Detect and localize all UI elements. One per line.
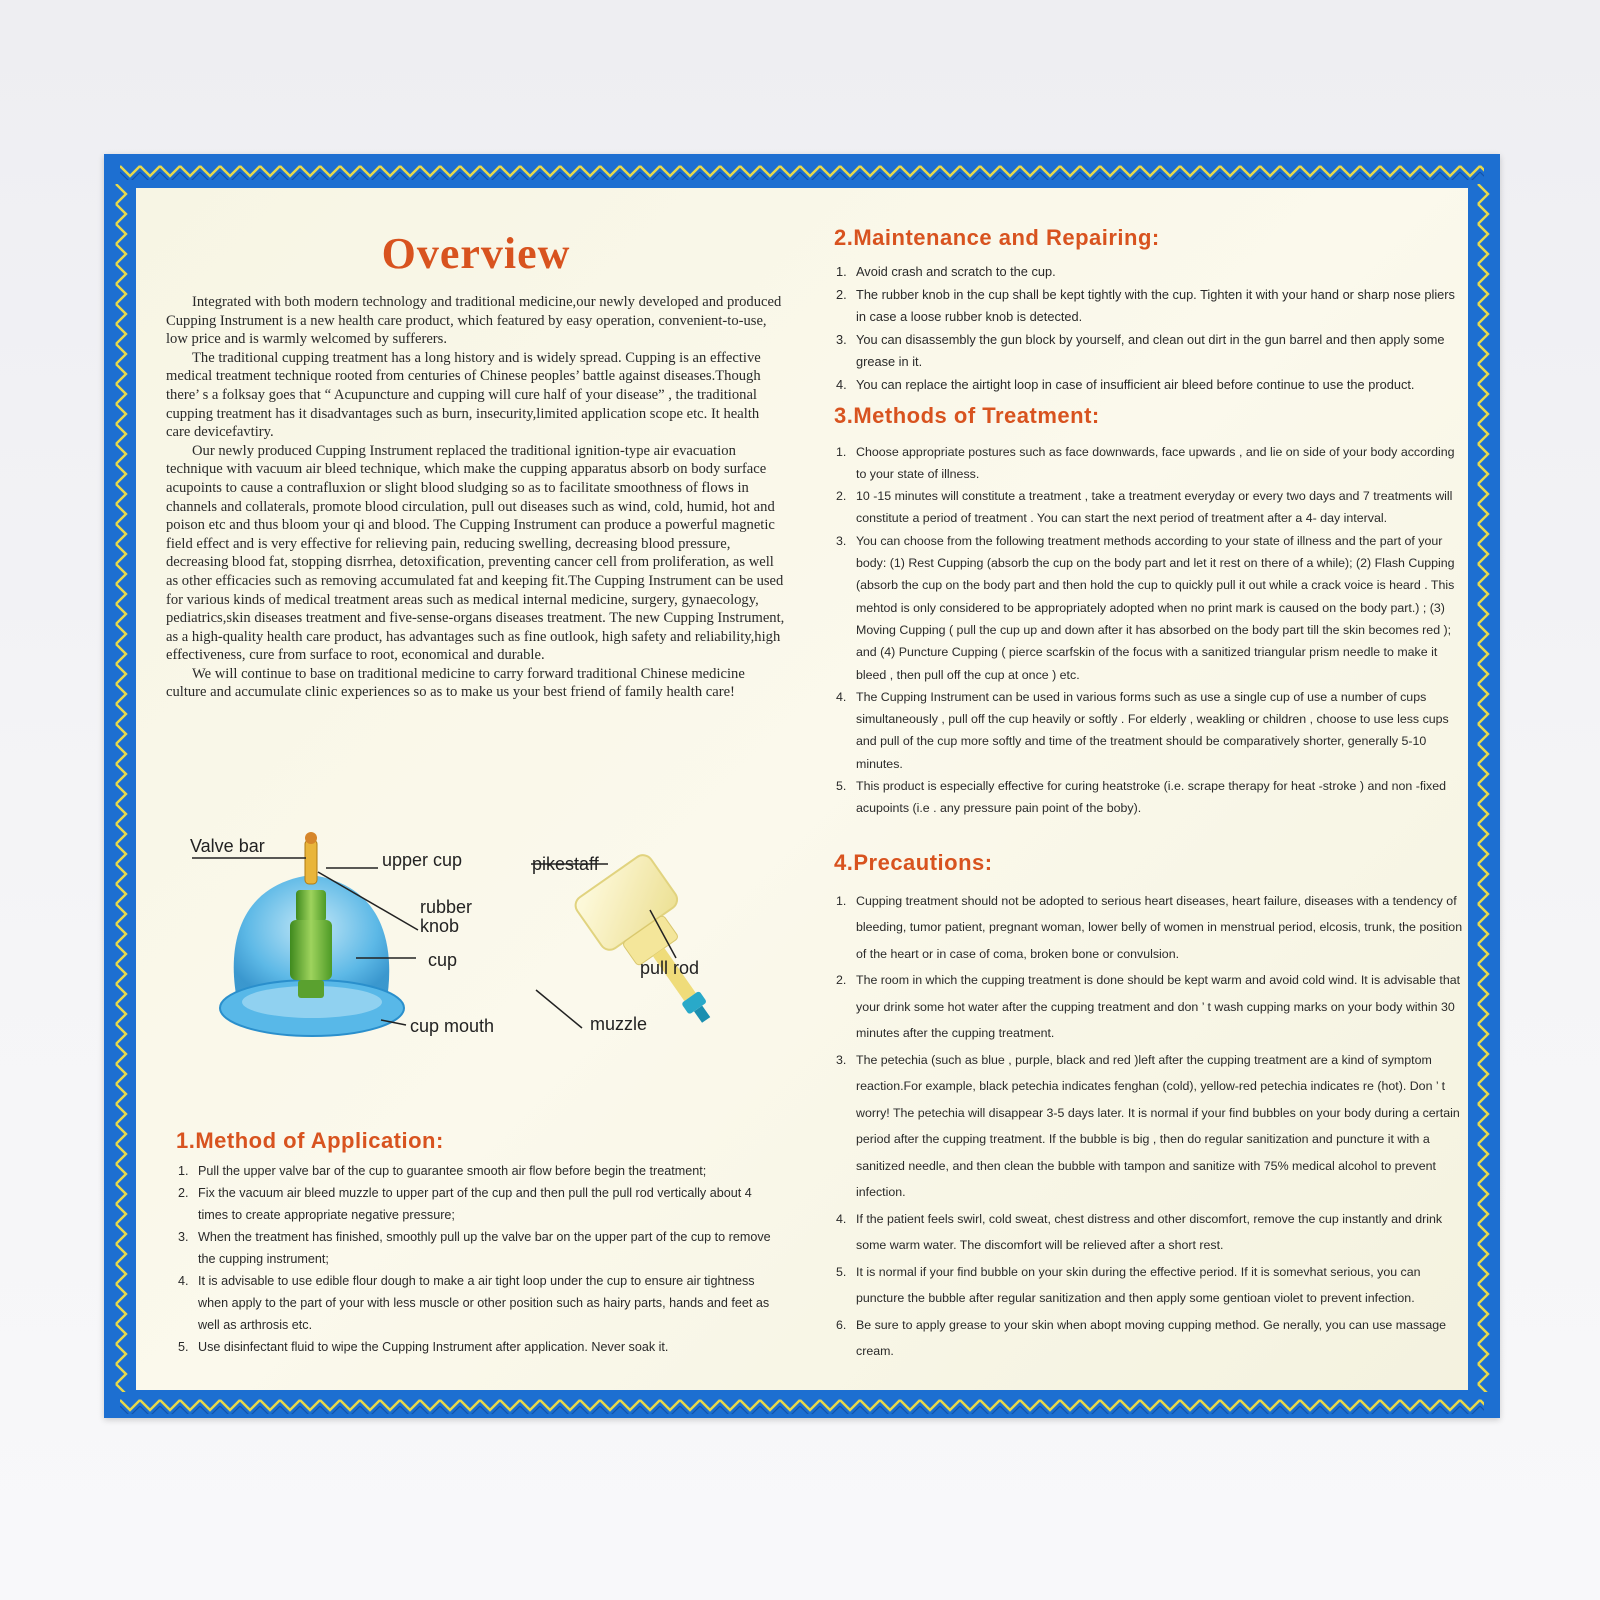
list-item-number: 3. <box>178 1230 189 1244</box>
list-item-number: 2. <box>178 1186 189 1200</box>
border-zigzag-left <box>112 184 130 1392</box>
list-item <box>834 374 1464 397</box>
list-item <box>834 888 1464 968</box>
list-item-number: 5. <box>836 1264 847 1279</box>
list-item <box>834 1047 1464 1206</box>
list-item-text: The rubber knob in the cup shall be kept tightly with the cup. Tighten it with your hand or sharp nose pliers in case a loose rubber knob is detected. <box>856 286 1455 325</box>
label-pull-rod: pull rod <box>640 958 700 978</box>
list-item-text: This product is especially effective for curing heatstroke (i.e. scrape therapy for heat -stroke ) and non -fixed acupoints (i.e . any pressure pain point of the boby). <box>856 779 1446 816</box>
list-item-number: 5. <box>836 779 847 794</box>
precautions-list <box>834 888 1464 1365</box>
maintenance-list <box>834 261 1464 397</box>
section-title-application: 1.Method of Application: <box>176 1128 444 1153</box>
border-zigzag-top <box>120 162 1484 180</box>
application-list <box>176 1160 776 1358</box>
list-item-number: 4. <box>178 1274 189 1288</box>
list-item-number: 1. <box>836 444 847 459</box>
list-item-text: You can choose from the following treatment methods according to your state of illness and the part of your body: (1) Rest Cupping (absorb the cup on the body part and let it rest on there of a while); (2) Flash Cupping (absorb the cup on the body part and then hold the cup to quickly pull it out while a crack voice is heard . This mehtod is only considered to be appropriately adopted when no print mark is caused on the body part.) ; (3) Moving Cupping ( pull the cup up and down after it has absorbed on the body part till the skin becomes red ); and (4) Puncture Cupping ( pierce scarfskin of the focus with a sanitized triangular prism needle to make it bleed , then pull off the cup at once ) etc. <box>856 533 1455 682</box>
list-item <box>834 1312 1464 1365</box>
list-item-number: 2. <box>836 973 847 988</box>
list-item-text: You can disassembly the gun block by yourself, and clean out dirt in the gun barrel and then apply some grease in it. <box>856 331 1445 370</box>
list-item-text: It is normal if your find bubble on your skin during the effective period. If it is somevhat serious, you can puncture the bubble after regular sanitization and then apply some gentioan violet to prevent infection. <box>856 1264 1421 1306</box>
list-item-number: 4. <box>836 376 847 392</box>
right-column <box>834 225 1464 1365</box>
list-item <box>834 1206 1464 1259</box>
list-item <box>176 1182 776 1226</box>
list-item <box>176 1160 776 1182</box>
list-item-number: 4. <box>836 689 847 704</box>
methods-list <box>834 441 1464 820</box>
overview-paragraph: Our newly produced Cupping Instrument replaced the traditional ignition-type air evacuation technique with vacuum air bleed technique, which make the cupping apparatus absorb on body surface acupoints to cause a contrafluxion or slight blood sludging so as to facilitate smoothness of flows in channels and collaterals, promote blood circulation, pull out diseases such as wind, cold, humid, hot and poison etc and thus bloom your qi and blood. The Cupping Instrument can produce a powerful magnetic field effect and is very effective for relieving pain, reducing swelling, decreasing blood pressure, decreasing blood fat, stopping disrrhea, detoxification, preventing cancer cell from proliferation, as well as other efficacies such as removing accumulated fat and keeping fit.The Cupping Instrument can be used for various kinds of medical treatment areas such as medical internal medicine, surgery, gynaecology, pediatrics,skin diseases treatment and five-sense-organs diseases treatment. The new Cupping Instrument, as a high-quality health care product, has advantages such as fine outlook, high safety and reliability,high effectiveness, cure from surface to root, economical and durable. <box>166 442 785 664</box>
list-item-text: Fix the vacuum air bleed muzzle to upper part of the cup and then pull the pull rod vertically about 4 times to create appropriate negative pressure; <box>198 1186 752 1222</box>
list-item <box>834 441 1464 486</box>
overview-title: Overview <box>381 229 571 278</box>
label-cup: cup <box>428 950 458 970</box>
overview-paragraph: Integrated with both modern technology and traditional medicine,our newly developed and produced Cupping Instrument is a new health care product, which featured by easy operation, convenient-to-use, low price and is warmly welcomed by sufferers. <box>166 294 782 348</box>
list-item-text: It is advisable to use edible flour dough to make a air tight loop under the cup to ensure air tightness when apply to the part of your with less muscle or other position such as hairy parts, hands and feet as well as arthrosis etc. <box>198 1274 770 1332</box>
list-item <box>834 967 1464 1047</box>
list-item-text: The petechia (such as blue , purple, black and red )left after the cupping treatment are a kind of symptom reaction.For example, black petechia indicates fenghan (cold), yellow-red petechia indicates re (hot). Don ’ t worry! The petechia will disappear 3-5 days later. It is normal if your find bubbles on your body during a certain period after the cupping treatment. If the bubble is big , then do regular sanitization and puncture it with a sanitized needle, and then clean the bubble with tampon and sanitize with 75% medical alcohol to prevent infection. <box>856 1052 1460 1200</box>
list-item <box>834 775 1464 820</box>
list-item-number: 4. <box>836 1211 847 1226</box>
border-zigzag-bottom <box>120 1396 1484 1414</box>
list-item-number: 2. <box>836 286 847 302</box>
list-item-number: 6. <box>836 1317 847 1332</box>
border-zigzag-right <box>1474 184 1492 1392</box>
label-rubber-knob-2: knob <box>420 916 460 936</box>
list-item-text: Cupping treatment should not be adopted to serious heart diseases, heart failure, diseases with a tendency of bleeding, tumor patient, pregnant woman, lower belly of women in menstrual period, elcosis, trunk, the position of the heart or in case of coma, broken bone or convulsion. <box>856 893 1463 961</box>
list-item <box>834 261 1464 284</box>
list-item <box>176 1336 776 1358</box>
section-application <box>176 1128 776 1358</box>
cup-illustration <box>166 830 786 1080</box>
list-item-number: 2. <box>836 489 847 504</box>
list-item-number: 1. <box>178 1164 189 1178</box>
label-cup-mouth: cup mouth <box>410 1016 495 1036</box>
list-item-text: When the treatment has finished, smoothly pull up the valve bar on the upper part of the cup to remove the cupping instrument; <box>198 1230 771 1266</box>
list-item-text: 10 -15 minutes will constitute a treatment , take a treatment everyday or every two days and 7 treatments will constitute a period of treatment . You can start the next period of treatment after a 4- day interval. <box>856 489 1453 526</box>
list-item-text: The Cupping Instrument can be used in various forms such as use a single cup of use a number of cups simultaneously , pull off the cup heavily or softly . For elderly , weakling or children , choose to use less cups and pull of the cup more softly and time of the treatment should be comparatively shorter, generally 5-10 minutes. <box>856 689 1449 771</box>
list-item-text: The room in which the cupping treatment is done should be kept warm and avoid cold wind. It is advisable that your drink some hot water after the cupping treatment and don ’ t wash cupping marks on your body within 30 minutes after the cupping treatment. <box>856 973 1461 1041</box>
list-item-number: 3. <box>836 331 847 347</box>
list-item-text: Use disinfectant fluid to wipe the Cupping Instrument after application. Never soak it. <box>198 1340 669 1354</box>
list-item-text: If the patient feels swirl, cold sweat, chest distress and other discomfort, remove the cup instantly and drink some warm water. The discomfort will be relieved after a short rest. <box>856 1211 1443 1253</box>
label-valve-bar: Valve bar <box>190 836 265 856</box>
list-item <box>834 1259 1464 1312</box>
list-item-text: Avoid crash and scratch to the cup. <box>856 264 1056 279</box>
cupping-instrument-diagram <box>166 830 786 1080</box>
list-item <box>834 530 1464 686</box>
list-item-number: 3. <box>836 533 847 548</box>
section-title-methods: 3.Methods of Treatment: <box>834 402 1100 428</box>
overview-paragraph: We will continue to base on traditional medicine to carry forward traditional Chinese medicine culture and accumulate clinic experiences so as to make us your best friend of family health care! <box>166 665 745 701</box>
section-title-precautions: 4.Precautions: <box>834 849 993 875</box>
section-title-maintenance: 2.Maintenance and Repairing: <box>834 225 1160 250</box>
list-item <box>834 284 1464 329</box>
overview-paragraph: The traditional cupping treatment has a long history and is widely spread. Cupping is an effective medical treatment technique rooted from centuries of Chinese peoples’ battle against diseases.Though there’ s a folksay goes that “ Acupuncture and cupping will cure half of your disease” , the traditional cupping treatment has it disadvantages such as burn, insecurity,limited application scope etc. It health care devicefavtiry. <box>166 349 761 441</box>
list-item-text: Choose appropriate postures such as face downwards, face upwards , and lie on side of your body according to your state of illness. <box>856 444 1455 481</box>
list-item-text: You can replace the airtight loop in case of insufficient air bleed before continue to use the product. <box>856 376 1415 392</box>
list-item-number: 1. <box>836 264 847 279</box>
label-pikestaff: pikestaff <box>532 854 599 874</box>
label-upper-cup: upper cup <box>382 850 463 870</box>
list-item <box>176 1270 776 1336</box>
label-muzzle: muzzle <box>590 1014 648 1034</box>
list-item <box>834 686 1464 775</box>
list-item-text: Pull the upper valve bar of the cup to guarantee smooth air flow before begin the treatment; <box>198 1164 707 1178</box>
list-item <box>834 329 1464 374</box>
list-item-text: Be sure to apply grease to your skin when abopt moving cupping method. Ge nerally, you can use massage cream. <box>856 1317 1447 1359</box>
list-item-number: 3. <box>836 1052 847 1067</box>
list-item <box>176 1226 776 1270</box>
label-rubber-knob-1: rubber <box>420 897 473 917</box>
list-item-number: 5. <box>178 1340 189 1354</box>
left-column <box>166 220 786 702</box>
list-item <box>834 485 1464 530</box>
list-item-number: 1. <box>836 893 847 908</box>
